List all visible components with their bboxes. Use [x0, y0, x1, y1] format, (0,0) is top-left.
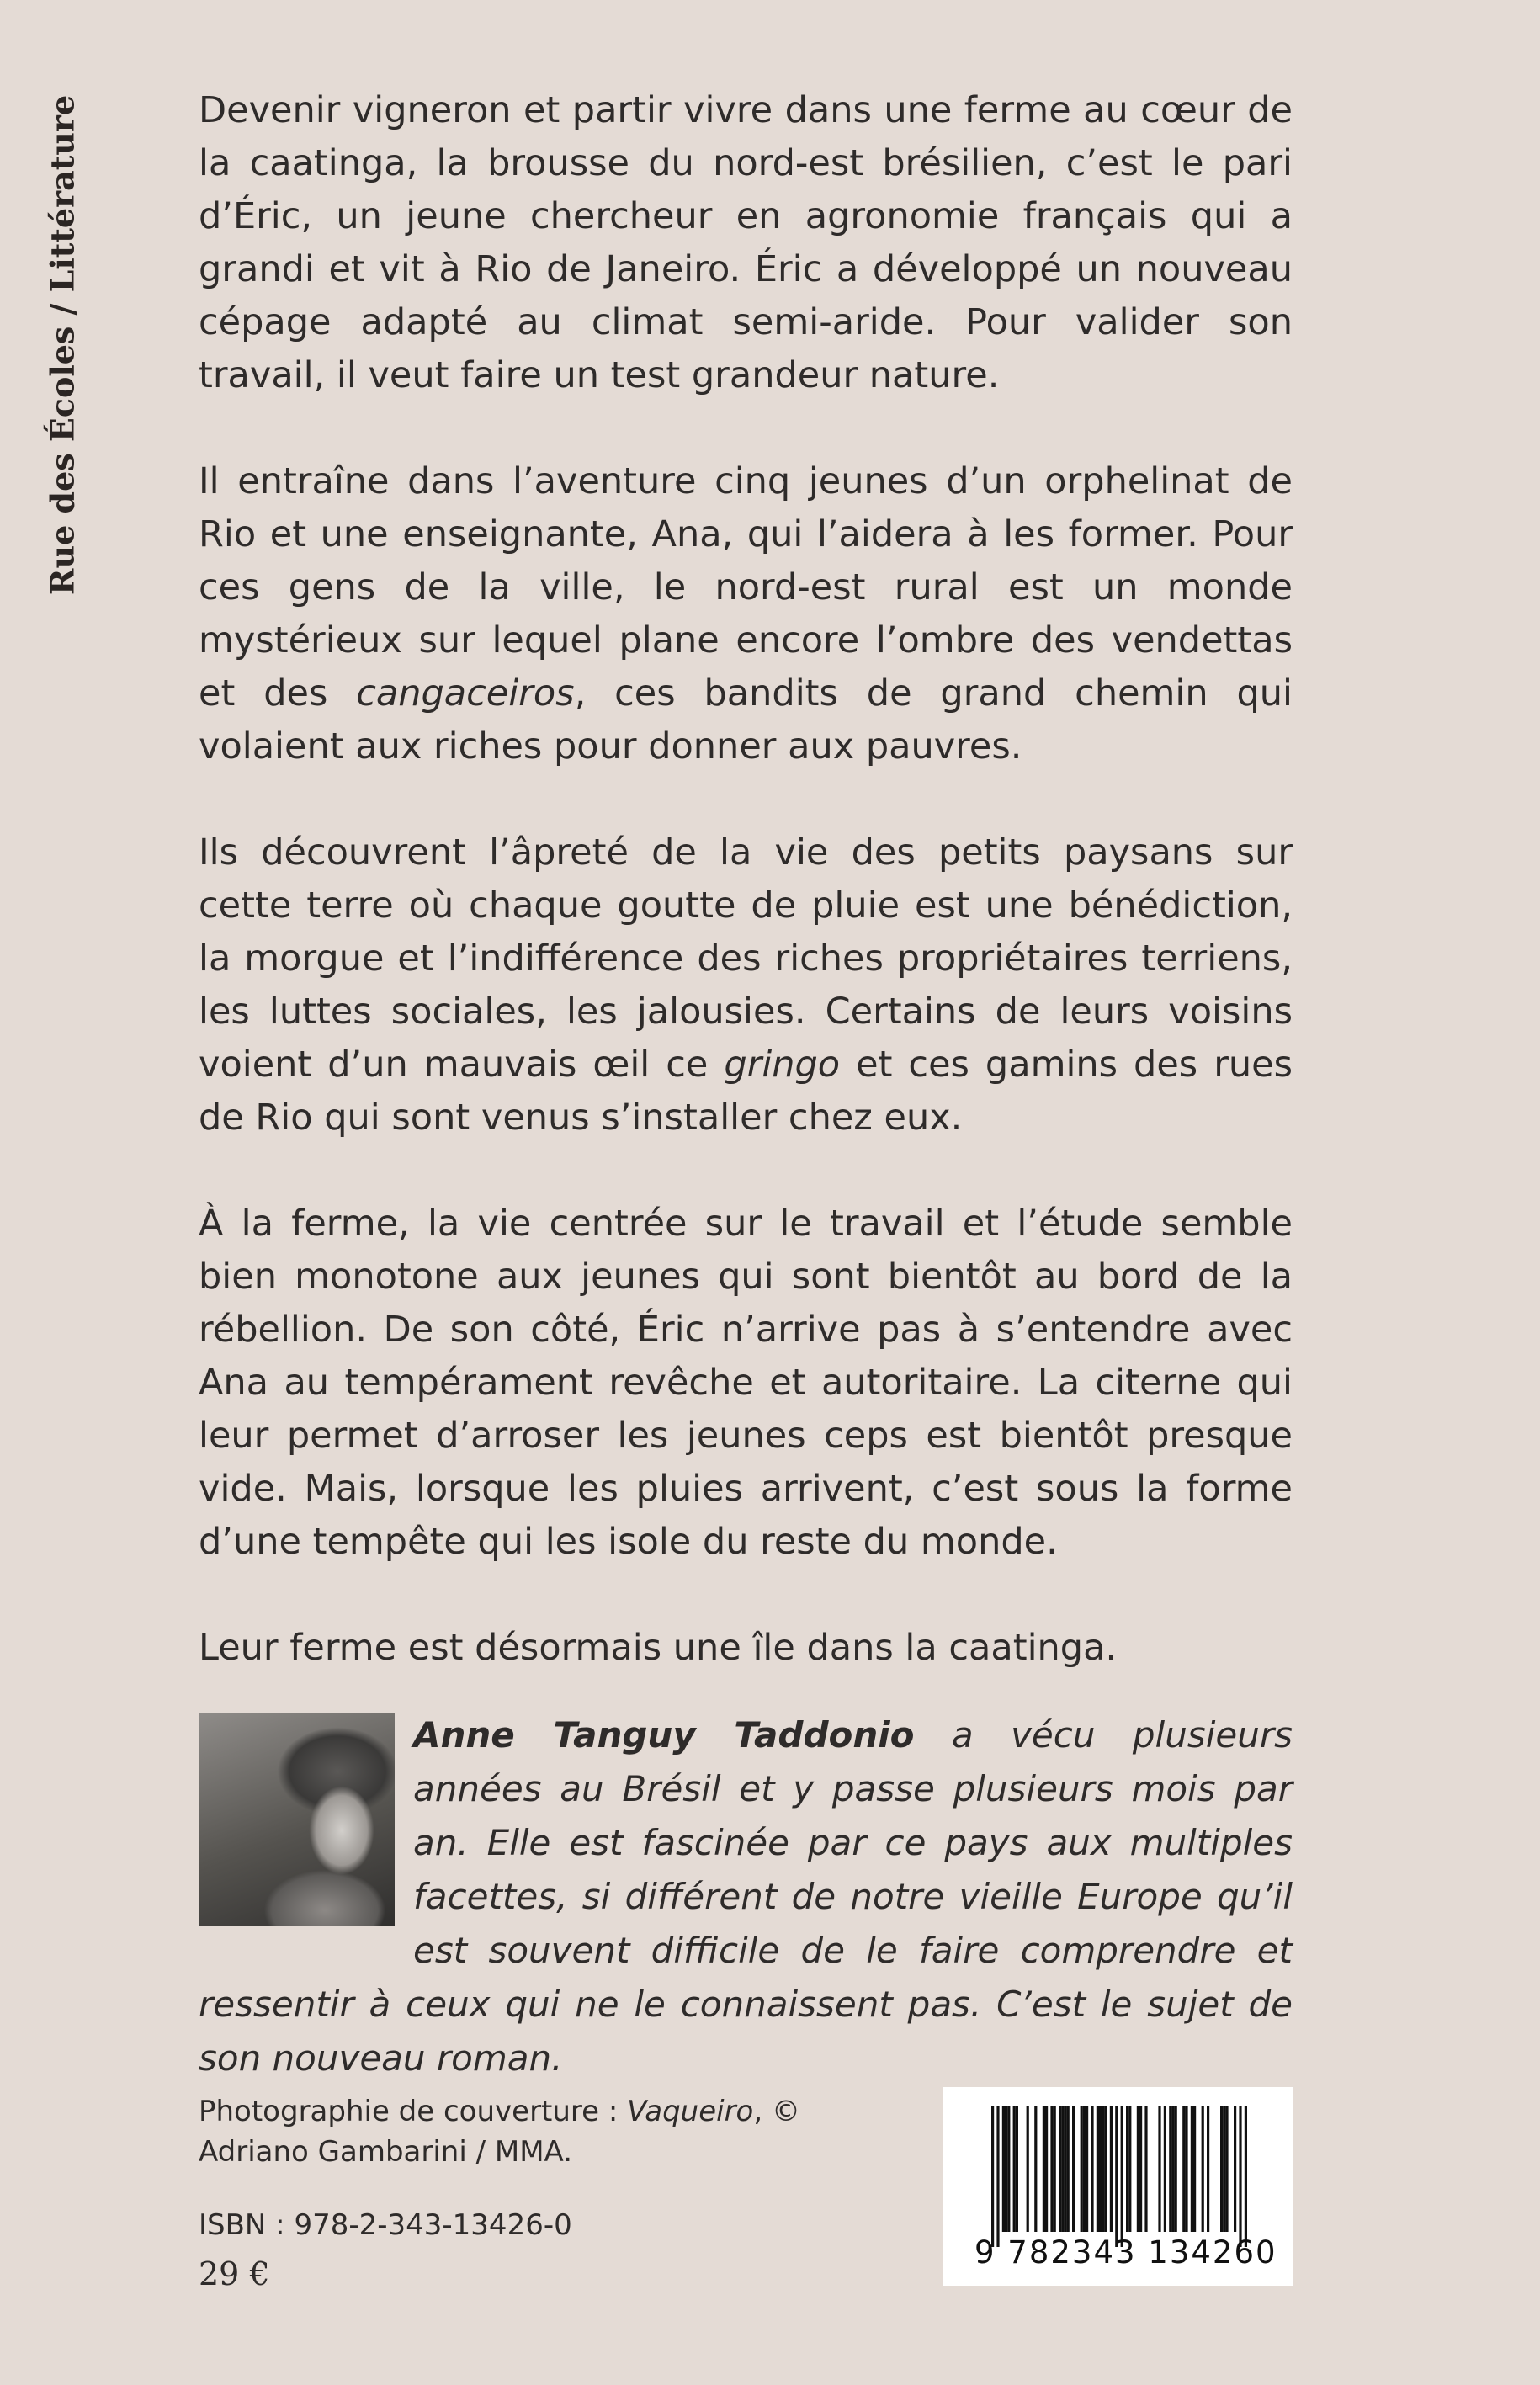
barcode-bar [996, 2106, 999, 2247]
barcode-digits: 9 782343 134260 [974, 2234, 1277, 2271]
cover-photo-credits [199, 2091, 914, 2172]
barcode-bar [1005, 2106, 1007, 2232]
barcode-bar [1067, 2106, 1070, 2232]
barcode-bar [1045, 2106, 1048, 2232]
barcode-bar [1137, 2106, 1139, 2232]
summary-text: , ces bandits de grand chemin qui volaient aux riches pour donner aux pauvres. [199, 672, 1293, 768]
barcode-bar [1050, 2106, 1053, 2232]
barcode-bar [1164, 2106, 1166, 2232]
barcode-bar [1102, 2106, 1104, 2232]
barcode-bar [1110, 2106, 1113, 2232]
barcode-bar [1191, 2106, 1193, 2232]
barcode-bar [1081, 2106, 1083, 2232]
barcode-bar [1171, 2106, 1174, 2232]
barcode-bar [1202, 2106, 1204, 2232]
author-name: Anne Tanguy Taddonio [413, 1714, 915, 1756]
barcode-bar [1002, 2106, 1005, 2232]
price: 29 € [199, 2255, 270, 2292]
barcode-bar [1043, 2106, 1045, 2232]
collection-title: Rue des Écoles / Littérature [43, 94, 82, 596]
author-bio [199, 1708, 1293, 2085]
barcode-bar [1027, 2106, 1029, 2232]
book-summary [199, 84, 1293, 1675]
barcode-bar [1054, 2106, 1056, 2232]
summary-text: et ces gamins des rues de Rio qui sont venus s’installer chez eux. [199, 1044, 1293, 1139]
barcode-bar [1007, 2106, 1010, 2232]
author-bio-text: a vécu plusieurs années au Brésil et y passe plusieurs mois par an. Elle est fascinée par ce pays aux multiples facettes, si différent de notre vieille Europe qu’il est souvent difficile de le faire comprendre et ressentir à ceux qui ne le connaissent pas. C’est le sujet de son nouveau roman. [199, 1714, 1293, 2079]
barcode-bar [1193, 2106, 1196, 2232]
summary-text: Ils découvrent l’âpreté de la vie des petits paysans sur cette terre où chaque goutte de pluie est une bénédiction, la morgue et l’indifférence des riches propriétaires terriens, les luttes sociales, les jalousies. Certains de leurs voisins voient d’un mauvais œil ce [199, 831, 1293, 1086]
barcode-bar [1175, 2106, 1177, 2232]
barcode-bar [1128, 2106, 1131, 2232]
summary-paragraph-5: Leur ferme est désormais une île dans la caatinga. [199, 1627, 1118, 1669]
barcode-bar [1104, 2106, 1107, 2232]
summary-italic-term: gringo [724, 1044, 841, 1086]
barcode-bar [1083, 2106, 1086, 2232]
barcode-bar [1097, 2106, 1099, 2232]
barcode-bar [1234, 2106, 1236, 2232]
summary-paragraph-1: Devenir vigneron et partir vivre dans une ferme au cœur de la caatinga, la brousse du nord-est brésilien, c’est le pari d’Éric, un jeune chercheur en agronomie français qui a grandi et vit à Rio de Janeiro. Éric a développé un nouveau cépage adapté au climat semi-aride. Pour valider son travail, il veut faire un test grandeur nature. [199, 89, 1293, 396]
barcode-bar [1158, 2106, 1160, 2232]
spine-collection-label [42, 93, 82, 598]
barcode-bar [1072, 2106, 1075, 2232]
barcode-bar [1013, 2106, 1016, 2232]
summary-text: Il entraîne dans l’aventure cinq jeunes d’un orphelinat de Rio et une enseignante, Ana, qui l’aidera à les former. Pour ces gens de la ville, le nord-est rural est un monde mystérieux sur lequel plane encore l’ombre des vendettas et des [199, 460, 1293, 714]
barcode-bar [1115, 2106, 1118, 2247]
barcode-bar [1144, 2106, 1147, 2232]
barcode-bar [1239, 2106, 1241, 2247]
barcode-bar [1091, 2106, 1093, 2232]
credits-photo-title: Vaqueiro [627, 2095, 754, 2128]
barcode-bar [1099, 2106, 1102, 2232]
barcode [943, 2087, 1293, 2286]
barcode-bar [1086, 2106, 1088, 2232]
barcode-bar [1126, 2106, 1128, 2232]
barcode-bar [1220, 2106, 1223, 2232]
barcode-bar [991, 2106, 994, 2247]
barcode-bar [1182, 2106, 1185, 2232]
barcode-bar [1061, 2106, 1064, 2232]
summary-paragraph-2 [199, 455, 1293, 773]
barcode-bar [1064, 2106, 1066, 2232]
summary-italic-term: cangaceiros [356, 672, 575, 714]
summary-paragraph-4: À la ferme, la vie centrée sur le travail et l’étude semble bien monotone aux jeunes qui sont bientôt au bord de la rébellion. De son côté, Éric n’arrive pas à s’entendre avec Ana au tempérament revêche et autoritaire. La citerne qui leur permet d’arroser les jeunes ceps est bientôt presque vide. Mais, lorsque les pluies arrivent, c’est sous la forme d’une tempête qui les isole du reste du monde. [199, 1203, 1293, 1563]
isbn: ISBN : 978-2-343-13426-0 [199, 2208, 572, 2242]
barcode-bar [1121, 2106, 1123, 2247]
barcode-bar [1223, 2106, 1225, 2232]
barcode-bar [1169, 2106, 1171, 2232]
barcode-bar [1016, 2106, 1018, 2232]
summary-paragraph-3 [199, 826, 1293, 1145]
credits-text: Photographie de couverture : [199, 2095, 628, 2128]
barcode-bar [1059, 2106, 1061, 2232]
barcode-bar [1034, 2106, 1037, 2232]
barcode-bar [1245, 2106, 1247, 2247]
barcode-bar [1225, 2106, 1228, 2232]
barcode-bar [1185, 2106, 1187, 2232]
barcode-bar [1207, 2106, 1209, 2232]
barcode-bar [1139, 2106, 1142, 2232]
credits-text: , © Adriano Gambarini / MMA. [199, 2095, 800, 2169]
